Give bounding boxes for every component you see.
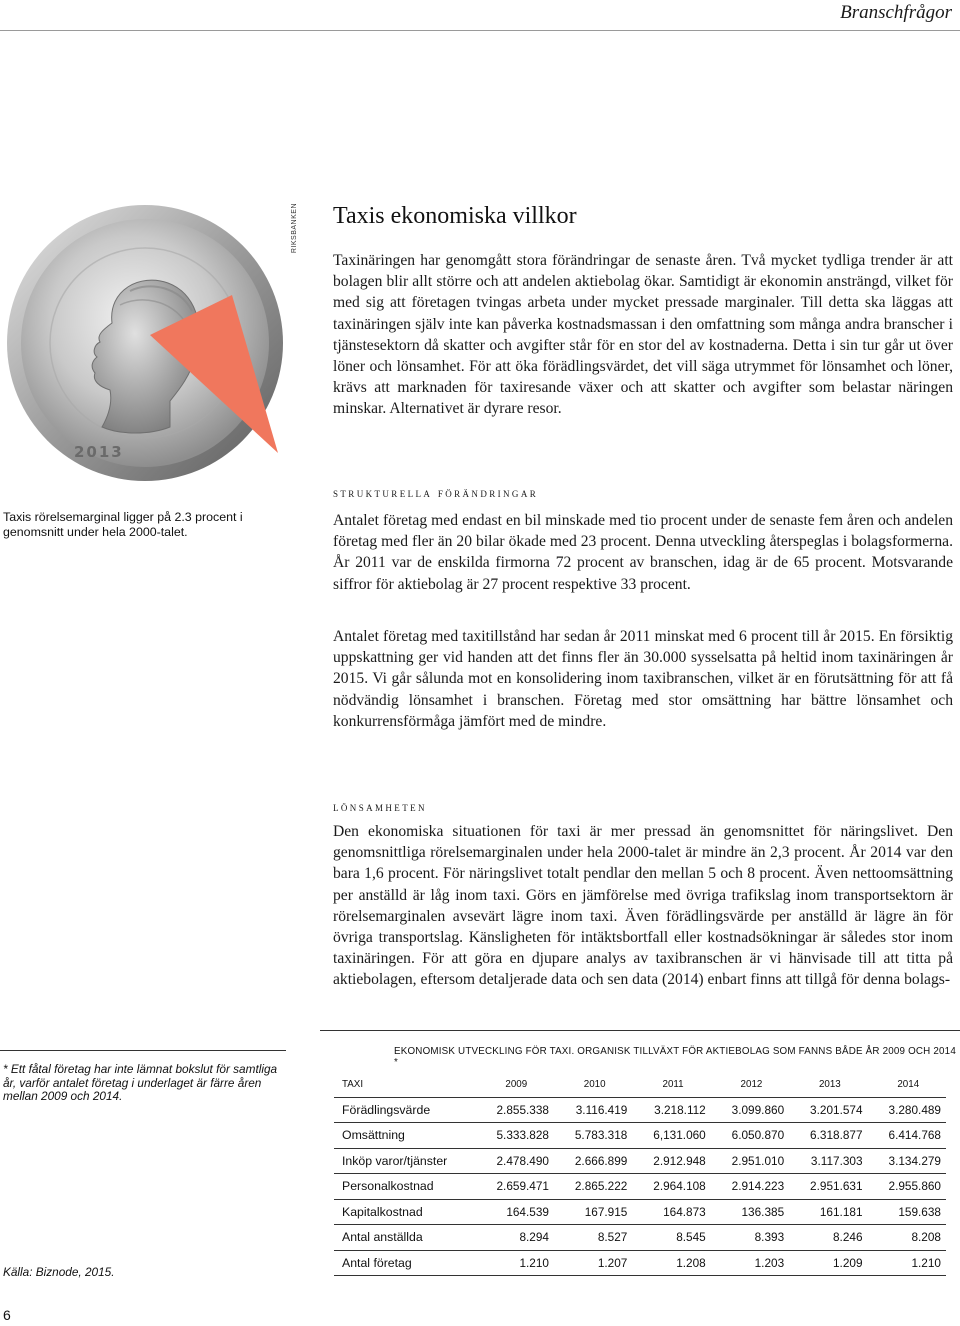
table-cell: 8.545 (632, 1225, 710, 1251)
table-row (334, 1123, 946, 1149)
table-cell: 6.318.877 (789, 1123, 867, 1149)
table-cell: 3.116.419 (554, 1097, 632, 1123)
column-header: 2011 (632, 1072, 710, 1097)
table-cell: 1.203 (711, 1250, 789, 1276)
table-row (334, 1250, 946, 1276)
table-cell: 3.134.279 (868, 1148, 946, 1174)
table-cell: 2.951.631 (789, 1174, 867, 1200)
section-heading-structural: strukturella förändringar (333, 486, 539, 500)
column-header: 2012 (711, 1072, 789, 1097)
table-cell: 2.951.010 (711, 1148, 789, 1174)
table-cell: 1.208 (632, 1250, 710, 1276)
profitability-paragraph: Den ekonomiska situationen för taxi är mer pressad än genomsnittet för näringslivet. Den genomsnittliga rörelsemarginalen under hela 2000-talet är mindre än 2,3 procent. År 2014 var den bara 1,6 procent. För näringslivet totalt pendlar den mellan 5 och 8 procent. Även nettoomsättning per anställd är låg inom taxi. Görs en jämförelse med övriga trafikslag inom transportsektorn är rörelsemarginalen avsevärt lägre inom taxi. Även förädlingsvärde per anställd är lägre än för övriga transportslag. Känsligheten för intäktsbortfall eller kostnadsökningar är således stor inom taxinäringen. För att göra en djupare analys av taxibranschen är vi hänvisade till att titta på aktiebolagen, eftersom detaljerade data och sen data (2014) enbart finns att tillgå för denna bolags- (333, 823, 953, 989)
row-label: Antal anställda (334, 1225, 476, 1251)
table-cell: 2.855.338 (476, 1097, 554, 1123)
table-cell: 5.783.318 (554, 1123, 632, 1149)
row-label: Inköp varor/tjänster (334, 1148, 476, 1174)
table-cell: 8.246 (789, 1225, 867, 1251)
section-heading-profitability: lönsamheten (333, 800, 427, 814)
column-header: 2010 (554, 1072, 632, 1097)
table-cell: 2.659.471 (476, 1174, 554, 1200)
header-rule (0, 30, 960, 31)
table-cell: 6.414.768 (868, 1123, 946, 1149)
coin-year: 2013 (74, 443, 124, 461)
coin-image (0, 195, 285, 485)
source-note: Källa: Biznode, 2015. (3, 1265, 115, 1279)
article-title: Taxis ekonomiska villkor (333, 203, 577, 229)
economic-table (334, 1072, 946, 1276)
coin-illustration (0, 195, 285, 485)
table-cell: 159.638 (868, 1199, 946, 1225)
table-cell: 1.210 (476, 1250, 554, 1276)
table-row (334, 1097, 946, 1123)
table-cell: 1.210 (868, 1250, 946, 1276)
table-cell: 6,131.060 (632, 1123, 710, 1149)
column-header: 2013 (789, 1072, 867, 1097)
structural-paragraph-1: Antalet företag med endast en bil minskade med tio procent under de senaste fem åren och andelen företag med fler än 20 bilar ökade med 23 procent. Denna utveckling återspeglas i bolagsformerna. År 2011 var de enskilda firmorna 72 procent av branschen, idag är de 65 procent. Motsvarande siffror för aktiebolag är 27 procent respektive 33 procent. (333, 512, 953, 593)
table-cell: 164.873 (632, 1199, 710, 1225)
footnote: * Ett fåtal företag har inte lämnat bokslut för samtliga år, varför antalet företag i underlaget är färre åren mellan 2009 och 2014. (3, 1062, 278, 1103)
row-label: Antal företag (334, 1250, 476, 1276)
header-title: Branschfrågor (840, 2, 952, 23)
table-cell: 2.964.108 (632, 1174, 710, 1200)
column-header: 2014 (868, 1072, 946, 1097)
table-title: EKONOMISK UTVECKLING FÖR TAXI. ORGANISK TILLVÄXT FÖR AKTIEBOLAG SOM FANNS BÅDE ÅR 2009 OCH 2014 * (394, 1046, 956, 1068)
table-cell: 3.201.574 (789, 1097, 867, 1123)
row-label: Personalkostnad (334, 1174, 476, 1200)
table-header-row (334, 1072, 946, 1097)
table-row (334, 1174, 946, 1200)
table-cell: 1.207 (554, 1250, 632, 1276)
table-cell: 2.666.899 (554, 1148, 632, 1174)
table-cell: 164.539 (476, 1199, 554, 1225)
table-cell: 8.294 (476, 1225, 554, 1251)
table-cell: 2.955.860 (868, 1174, 946, 1200)
table-cell: 2.912.948 (632, 1148, 710, 1174)
table-cell: 136.385 (711, 1199, 789, 1225)
table-cell: 3.117.303 (789, 1148, 867, 1174)
table-cell: 5.333.828 (476, 1123, 554, 1149)
table-cell: 3.280.489 (868, 1097, 946, 1123)
image-credit: RIKSBANKEN (291, 203, 298, 254)
table-cell: 161.181 (789, 1199, 867, 1225)
row-label: Kapitalkostnad (334, 1199, 476, 1225)
row-label: Omsättning (334, 1123, 476, 1149)
page-number: 6 (3, 1307, 11, 1323)
table-cell: 3.218.112 (632, 1097, 710, 1123)
table-row (334, 1199, 946, 1225)
column-header: 2009 (476, 1072, 554, 1097)
table-cell: 8.208 (868, 1225, 946, 1251)
table-rule (320, 1030, 960, 1031)
intro-paragraph: Taxinäringen har genomgått stora förändringar de senaste åren. Två mycket tydliga trender är att bolagen blir allt större och att andelen aktiebolag ökar. Samtidigt är ekonomin ansträngd, vilket för med sig att företagen tvingas arbeta under mycket pressade marginaler. Till detta ska läggas att taxinäringen själv inte kan påverka kostnadsmassan i den omfattning som många andra branscher i tjänstesektorn då skatter och avgifter står för en stor del av kostnaderna. Detta i sin tur går ut över löner och lönsamhet. För att öka förädlingsvärdet, det vill säga utrymmet för lönsamhet och löner, krävs att marknaden för taxiresande växer och att skatter och avgifter som belastar näringen minskar. Alternativet är dyrare resor. (333, 252, 953, 418)
column-header: TAXI (334, 1072, 476, 1097)
table-row (334, 1225, 946, 1251)
table-cell: 2.478.490 (476, 1148, 554, 1174)
table-cell: 6.050.870 (711, 1123, 789, 1149)
table-cell: 167.915 (554, 1199, 632, 1225)
table-cell: 2.865.222 (554, 1174, 632, 1200)
table-cell: 2.914.223 (711, 1174, 789, 1200)
footnote-rule (0, 1050, 286, 1051)
table-cell: 1.209 (789, 1250, 867, 1276)
table-cell: 8.527 (554, 1225, 632, 1251)
row-label: Förädlingsvärde (334, 1097, 476, 1123)
table-row (334, 1148, 946, 1174)
table-cell: 3.099.860 (711, 1097, 789, 1123)
structural-paragraph-2: Antalet företag med taxitillstånd har sedan år 2011 minskat med 6 procent till år 2015. En försiktig uppskattning ger vid handen att det finns fler än 30.000 sysselsatta på heltid inom taxinäringen år 2015. Vi går sålunda mot en konsolidering inom taxibranschen, vilket är en förutsättning för att få nödvändig lönsamhet i branschen. Företag med stor omsättning har bättre lönsamhet och konkurrensförmåga jämfört med de mindre. (333, 628, 953, 730)
image-caption: Taxis rörelsemarginal ligger på 2.3 procent i genomsnitt under hela 2000-talet. (3, 510, 243, 539)
table-cell: 8.393 (711, 1225, 789, 1251)
